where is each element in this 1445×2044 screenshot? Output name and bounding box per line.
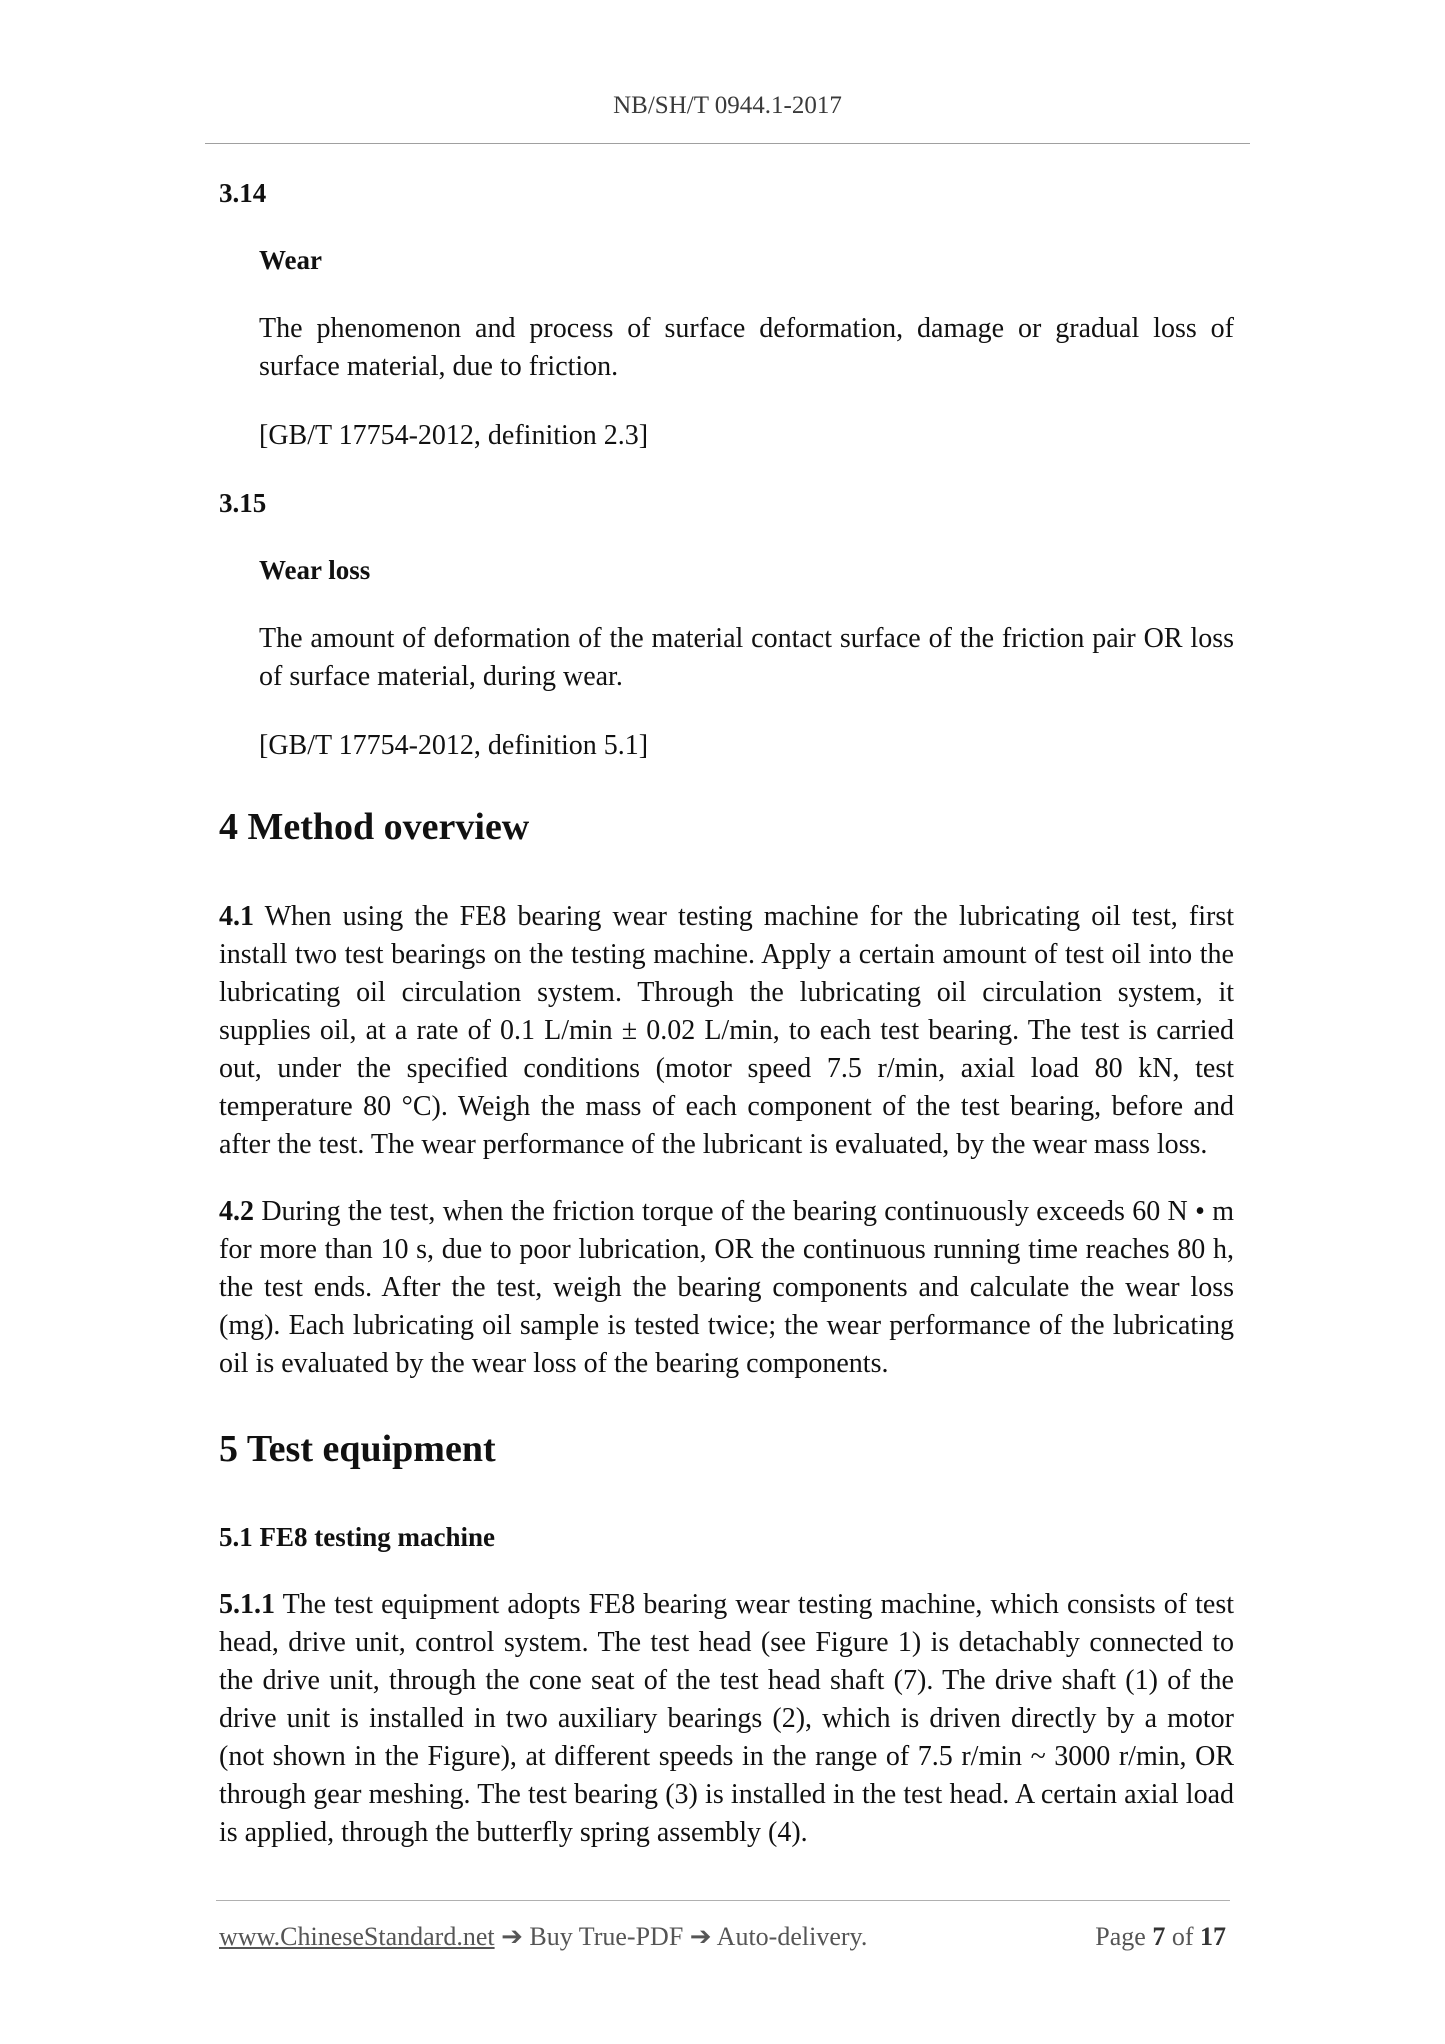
clause-text: When using the FE8 bearing wear testing machine for the lubricating oil test, first install two test bearings on the testing machine. Apply a certain amount of test oil into the lubricating oil circulation system. Through the lubricating oil circulation system, it supplies oil, at a rate of 0.1 L/min ± 0.02 L/min, to each test bearing. The test is carried out, under the specified conditions (motor speed 7.5 r/min, axial load 80 kN, test temperature 80 °C). Weigh the mass of each component of the test bearing, before and after the test. The wear performance of the lubricant is evaluated, by the wear mass loss. <box>219 901 1234 1160</box>
footer-divider <box>216 1900 1230 1901</box>
header-divider <box>205 143 1250 144</box>
buy-text: Buy True-PDF <box>529 1922 684 1951</box>
page-indicator <box>1095 1922 1226 1952</box>
clause-text: During the test, when the friction torque of the bearing continuously exceeds 60 N • m for more than 10 s, due to poor lubrication, OR the continuous running time reaches 80 h, the test ends. After the test, weigh the bearing components and calculate the wear loss (mg). Each lubricating oil sample is tested twice; the wear performance of the lubricating oil is evaluated by the wear loss of the bearing components. <box>219 1196 1234 1379</box>
term-number: 3.15 <box>219 488 267 518</box>
term-definition: The phenomenon and process of surface deformation, damage or gradual loss of surface material, due to friction. <box>259 313 1234 382</box>
term-title: Wear <box>259 245 322 275</box>
section-heading: 4 Method overview <box>219 806 530 848</box>
page-of: of <box>1171 1922 1194 1951</box>
term-source: [GB/T 17754-2012, definition 5.1] <box>259 730 649 761</box>
footer-promo <box>219 1922 867 1952</box>
subsection-heading: 5.1 FE8 testing machine <box>219 1522 495 1552</box>
term-definition: The amount of deformation of the material contact surface of the friction pair OR loss of surface material, during wear. <box>259 623 1234 692</box>
clause-number: 5.1.1 <box>219 1589 275 1620</box>
term-source: [GB/T 17754-2012, definition 2.3] <box>259 420 649 451</box>
section-heading: 5 Test equipment <box>219 1428 496 1470</box>
clause-number: 4.1 <box>219 901 254 932</box>
arrow-icon: ➔ <box>501 1922 523 1951</box>
arrow-icon: ➔ <box>689 1922 712 1951</box>
page-total: 17 <box>1200 1922 1226 1951</box>
page-label: Page <box>1095 1922 1146 1951</box>
clause-text: The test equipment adopts FE8 bearing wear testing machine, which consists of test head, drive unit, control system. The test head (see Figure 1) is detachably connected to the drive unit, through the cone seat of the test head shaft (7). The drive shaft (1) of the drive unit is installed in two auxiliary bearings (2), which is driven directly by a motor (not shown in the Figure), at different speeds in the range of 7.5 r/min ~ 3000 r/min, OR through gear meshing. The test bearing (3) is installed in the test head. A certain axial load is applied, through the butterfly spring assembly (4). <box>219 1589 1234 1848</box>
paragraph-4-1 <box>219 898 1234 1164</box>
delivery-text: Auto-delivery. <box>716 1922 868 1951</box>
site-link[interactable]: www.ChineseStandard.net <box>219 1922 495 1951</box>
term-title: Wear loss <box>259 555 371 585</box>
paragraph-4-2 <box>219 1193 1234 1383</box>
page-current: 7 <box>1152 1922 1166 1951</box>
running-header: NB/SH/T 0944.1-2017 <box>613 92 842 119</box>
clause-number: 4.2 <box>219 1196 254 1227</box>
term-number: 3.14 <box>219 178 267 208</box>
paragraph-5-1-1 <box>219 1586 1234 1852</box>
